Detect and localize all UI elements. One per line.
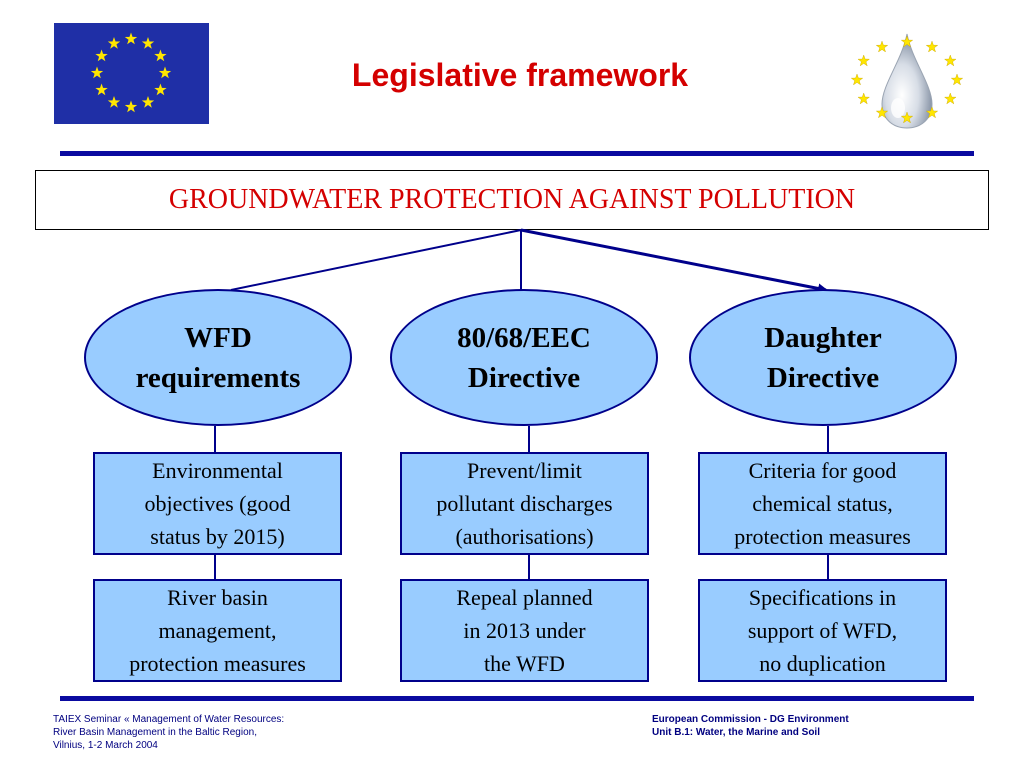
topic-label: GROUNDWATER PROTECTION AGAINST POLLUTION <box>168 184 856 215</box>
page-title: Legislative framework <box>351 57 689 93</box>
box-line: the WFD <box>484 651 565 676</box>
box-line: status by 2015) <box>150 524 285 549</box>
flag-star-icon <box>154 84 166 96</box>
ellipse-wfd-line-1: WFD <box>184 321 252 354</box>
box-line: protection measures <box>734 524 911 549</box>
footer-right-line: Unit B.1: Water, the Marine and Soil <box>652 727 820 738</box>
eu-flag-icon <box>54 23 209 124</box>
ellipse-80-68-eec-directive <box>390 289 658 426</box>
flag-star-icon <box>125 101 137 113</box>
box-line: Environmental <box>152 458 283 483</box>
box-line: Repeal planned <box>456 585 593 610</box>
box-line: Specifications in <box>748 585 897 610</box>
connector-to-wfd <box>231 230 521 290</box>
box-line: chemical status, <box>752 491 893 516</box>
logo-star-icon <box>926 41 937 52</box>
ellipse-daughter-line-2: Directive <box>766 361 880 394</box>
flag-star-icon <box>142 37 154 49</box>
top-divider <box>60 151 974 156</box>
ellipse-wfd-requirements <box>84 289 352 426</box>
footer-commission-info <box>652 713 952 739</box>
box-prevent-limit-discharges <box>400 452 649 555</box>
flag-star-icon <box>159 67 171 79</box>
flag-star-icon <box>91 67 103 79</box>
ellipse-daughter-line-1: Daughter <box>764 321 882 354</box>
ellipse-eec-line-1: 80/68/EEC <box>457 321 591 354</box>
box-line: objectives (good <box>144 491 291 516</box>
box-specifications-support <box>698 579 947 682</box>
topic-box <box>35 170 989 230</box>
box-line: support of WFD, <box>747 618 898 643</box>
flag-star-icon <box>95 84 107 96</box>
flag-star-icon <box>95 50 107 62</box>
logo-star-icon <box>945 55 956 66</box>
footer-left-line: TAIEX Seminar « Management of Water Resources: <box>53 714 285 725</box>
logo-star-icon <box>951 74 962 85</box>
connector-wfd-box1 <box>214 426 216 453</box>
connector-daughter-box2 <box>827 555 829 580</box>
logo-star-icon <box>876 41 887 52</box>
connector-wfd-box2 <box>214 555 216 580</box>
footer-right-line: European Commission - DG Environment <box>652 714 849 725</box>
logo-star-icon <box>858 55 869 66</box>
flag-star-icon <box>142 96 154 108</box>
box-repeal-planned <box>400 579 649 682</box>
flag-star-icon <box>108 96 120 108</box>
box-line: no duplication <box>759 651 886 676</box>
box-line: protection measures <box>129 651 306 676</box>
box-line: in 2013 under <box>463 618 586 643</box>
water-drop-stars-icon <box>846 30 968 130</box>
logo-star-icon <box>851 74 862 85</box>
box-environmental-objectives <box>93 452 342 555</box>
arrow-to-daughter <box>521 230 826 290</box>
connector-eec-box2 <box>528 555 530 580</box>
footer-left-line: Vilnius, 1-2 March 2004 <box>53 740 158 751</box>
connector-daughter-box1 <box>827 426 829 453</box>
flag-star-icon <box>154 50 166 62</box>
flag-star-icon <box>125 33 137 45</box>
logo-star-icon <box>858 93 869 104</box>
box-line: Criteria for good <box>748 458 897 483</box>
box-line: (authorisations) <box>455 524 594 549</box>
connector-eec-box1 <box>528 426 530 453</box>
footer-left-line: River Basin Management in the Baltic Region, <box>53 727 257 738</box>
flag-star-icon <box>108 37 120 49</box>
eu-stars-circle <box>54 23 209 124</box>
logo-star-icon <box>945 93 956 104</box>
box-river-basin-management <box>93 579 342 682</box>
box-line: management, <box>158 618 277 643</box>
box-line: Prevent/limit <box>467 458 582 483</box>
footer-seminar-info <box>53 713 373 752</box>
ellipse-wfd-line-2: requirements <box>135 361 301 394</box>
box-line: River basin <box>167 585 268 610</box>
ellipse-eec-line-2: Directive <box>467 361 581 394</box>
box-line: pollutant discharges <box>436 491 613 516</box>
ellipse-daughter-directive <box>689 289 957 426</box>
bottom-divider <box>60 696 974 701</box>
box-criteria-good-status <box>698 452 947 555</box>
